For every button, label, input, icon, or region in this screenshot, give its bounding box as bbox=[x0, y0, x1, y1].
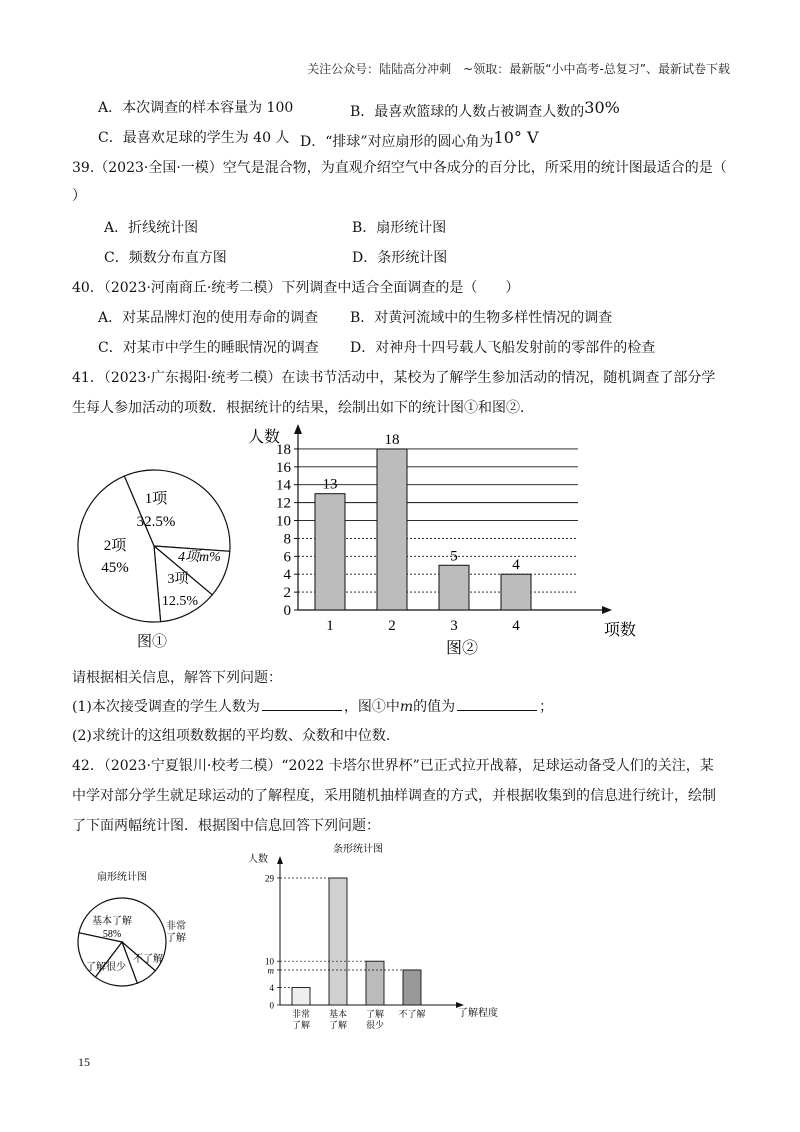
bar4-category-label-1-2: 了解 bbox=[291, 1020, 311, 1030]
bar2-category-label-3: 3 bbox=[450, 618, 458, 634]
bar2-data-label-4: 4 bbox=[512, 557, 520, 574]
pie3-label-2b: 了解 bbox=[166, 933, 186, 944]
bar4-bar-3 bbox=[366, 961, 384, 1005]
bar4-bar-2 bbox=[329, 878, 347, 1005]
q41-sub1-c: 的值为 bbox=[413, 699, 456, 715]
q40-option-a: A．对某品牌灯泡的使用寿命的调查 bbox=[98, 310, 319, 326]
q41-sub1-m: m bbox=[399, 699, 414, 715]
bar4-xlabel: 了解程度 bbox=[458, 1008, 498, 1019]
bar4-ylabel: 人数 bbox=[248, 854, 268, 865]
pie1-label-4: 4项m% bbox=[178, 550, 221, 565]
pie1-label-3: 3项 bbox=[167, 572, 189, 587]
bar4-category-label-4-1: 不了解 bbox=[398, 1009, 426, 1019]
q39-option-b: B．扇形统计图 bbox=[352, 220, 447, 236]
bar2-ytick-label-14: 14 bbox=[276, 477, 291, 494]
pie3-label-1: 基本了解 bbox=[92, 916, 132, 927]
bar2-ytick-label-6: 6 bbox=[283, 549, 291, 566]
pie3-value-1: 58% bbox=[102, 929, 122, 940]
q39-stem-line1: 39.（2023·全国·一模）空气是混合物，为直观介绍空气中各成分的百分比，所采用的统计图最适合的是（ bbox=[72, 160, 727, 176]
bar2-data-label-1: 13 bbox=[322, 476, 338, 493]
pie1-value-1: 32.5% bbox=[136, 514, 176, 530]
bar4-category-label-2-1: 基本 bbox=[328, 1009, 348, 1019]
bar4-bar-4 bbox=[403, 970, 421, 1005]
q41-sub1-b: ，图①中 bbox=[343, 699, 400, 715]
q41-bar-marks bbox=[276, 424, 612, 634]
pie3-label-4: 了解很少 bbox=[86, 962, 126, 973]
q39-option-d: D．条形统计图 bbox=[352, 250, 448, 266]
bar4-ytick-label-m: m bbox=[267, 965, 274, 976]
q41-sub1 bbox=[72, 696, 553, 717]
bar2-category-label-4: 4 bbox=[512, 618, 520, 634]
q38-option-b-text: B．最喜欢篮球的人数占被调查人数的 bbox=[350, 104, 585, 120]
q41-pie-chart bbox=[70, 458, 240, 653]
q42-stem-line1: 42．（2023·宁夏银川·校考二模）“2022 卡塔尔世界杯”已正式拉开战幕，足球运动备受人们的关注，某 bbox=[72, 758, 714, 774]
bar4-ytick-label-10: 10 bbox=[265, 956, 274, 967]
q40-stem: 40．（2023·河南商丘·统考二模）下列调查中适合全面调查的是（ ） bbox=[72, 280, 520, 296]
bar2-xlabel: 项数 bbox=[603, 622, 637, 639]
bar2-category-label-1: 1 bbox=[326, 618, 334, 634]
bar2-data-label-2: 18 bbox=[384, 431, 400, 448]
bar2-data-label-3: 5 bbox=[450, 548, 458, 565]
bar2-ytick-label-8: 8 bbox=[283, 531, 291, 548]
pie3-label-3: 不了解 bbox=[133, 954, 163, 965]
q40-option-c: C．对某市中学生的睡眠情况的调查 bbox=[98, 340, 319, 356]
pie1-label-2: 2项 bbox=[103, 538, 127, 554]
q38-option-b-pct: 30% bbox=[584, 98, 620, 117]
bar2-ytick-label-0: 0 bbox=[283, 603, 291, 619]
pie3-label-2a: 非常 bbox=[166, 921, 186, 932]
q41-stem-line1: 41．（2023·广东揭阳·统考二模）在读书节活动中，某校为了解学生参加活动的情况，随机调查了部分学 bbox=[72, 370, 716, 386]
q41-sub2: (2)求统计的这组项数数据的平均数、众数和中位数. bbox=[72, 728, 391, 744]
q40-option-d: D．对神舟十四号载人飞船发射前的零部件的检查 bbox=[350, 340, 656, 356]
pie3-title: 扇形统计图 bbox=[97, 872, 147, 883]
bar4-category-label-2-2: 了解 bbox=[328, 1020, 348, 1030]
q38-option-d-text: D．“排球”对应扇形的圆心角为 bbox=[300, 134, 494, 150]
q42-pie-chart bbox=[60, 860, 210, 990]
bar4-category-label-3-1: 了解 bbox=[365, 1009, 385, 1019]
pie1-label-1: 1项 bbox=[144, 491, 168, 507]
q39-option-a: A．折线统计图 bbox=[104, 220, 199, 236]
bar2-bar-1 bbox=[315, 494, 345, 610]
pie1-value-3: 12.5% bbox=[161, 594, 199, 609]
bar2-bar-2 bbox=[377, 449, 407, 610]
answer-blank-2[interactable] bbox=[457, 696, 537, 711]
q42-bar-marks bbox=[265, 856, 464, 1030]
bar4-ytick-label-0: 0 bbox=[269, 1000, 274, 1011]
bar2-y-arrow bbox=[294, 424, 302, 434]
bar4-ytick-label-4: 4 bbox=[269, 982, 274, 993]
bar2-bar-3 bbox=[439, 565, 469, 610]
bar4-bar-1 bbox=[292, 987, 310, 1005]
q41-stem-line2: 生每人参加活动的项数．根据统计的结果，绘制出如下的统计图①和图②． bbox=[72, 400, 534, 416]
bar2-ylabel: 人数 bbox=[248, 429, 281, 446]
bar2-bar-4 bbox=[501, 574, 531, 610]
pie1-value-2: 45% bbox=[101, 560, 129, 576]
q38-option-b bbox=[350, 98, 620, 122]
q39-option-c: C．频数分布直方图 bbox=[104, 250, 227, 266]
bar4-title: 条形统计图 bbox=[333, 844, 383, 855]
q42-bar-chart bbox=[240, 840, 510, 1040]
bar4-y-arrow bbox=[277, 856, 283, 864]
q41-prompt: 请根据相关信息，解答下列问题： bbox=[72, 670, 282, 686]
q40-option-b: B．对黄河流域中的生物多样性情况的调查 bbox=[350, 310, 613, 326]
bar4-category-label-3-2: 很少 bbox=[365, 1020, 385, 1030]
bar2-ytick-label-12: 12 bbox=[276, 495, 291, 512]
bar2-ytick-label-18: 18 bbox=[276, 441, 291, 458]
q41-sub1-a: (1)本次接受调查的学生人数为 bbox=[72, 699, 260, 715]
q41-sub1-d: ； bbox=[539, 699, 554, 715]
bar2-ytick-label-16: 16 bbox=[276, 459, 291, 476]
q42-stem-line3: 了下面两幅统计图．根据图中信息回答下列问题： bbox=[72, 818, 380, 834]
bar4-ytick-label-29: 29 bbox=[265, 873, 274, 884]
bar2-category-label-2: 2 bbox=[388, 618, 396, 634]
bar2-ytick-label-2: 2 bbox=[283, 585, 291, 602]
page-number: 15 bbox=[78, 1055, 90, 1069]
bar4-category-label-1-1: 非常 bbox=[291, 1009, 311, 1019]
page-header: 关注公众号：陆陆高分冲刺 ~领取：最新版“小中高考-总复习”、最新试卷下载 bbox=[307, 62, 730, 76]
bar2-ytick-label-4: 4 bbox=[283, 567, 291, 584]
q38-option-a: A．本次调查的样本容量为 100 bbox=[98, 100, 294, 116]
q38-option-c: C．最喜欢足球的学生为 40 人 bbox=[98, 130, 290, 146]
bar2-x-arrow bbox=[602, 606, 612, 614]
q41-bar-chart bbox=[240, 420, 650, 660]
q38-option-d-deg: 10° V bbox=[493, 128, 539, 147]
answer-blank-1[interactable] bbox=[262, 696, 342, 711]
q42-stem-line2: 中学对部分学生就足球运动的了解程度，采用随机抽样调查的方式，并根据收集到的信息进行统计，绘制 bbox=[72, 788, 716, 804]
fig1-caption: 图① bbox=[136, 634, 168, 650]
q38-option-d bbox=[300, 128, 539, 152]
bar2-ytick-label-10: 10 bbox=[276, 513, 291, 530]
q39-stem-line2: ） bbox=[72, 188, 86, 204]
fig2-caption: 图② bbox=[445, 640, 479, 657]
